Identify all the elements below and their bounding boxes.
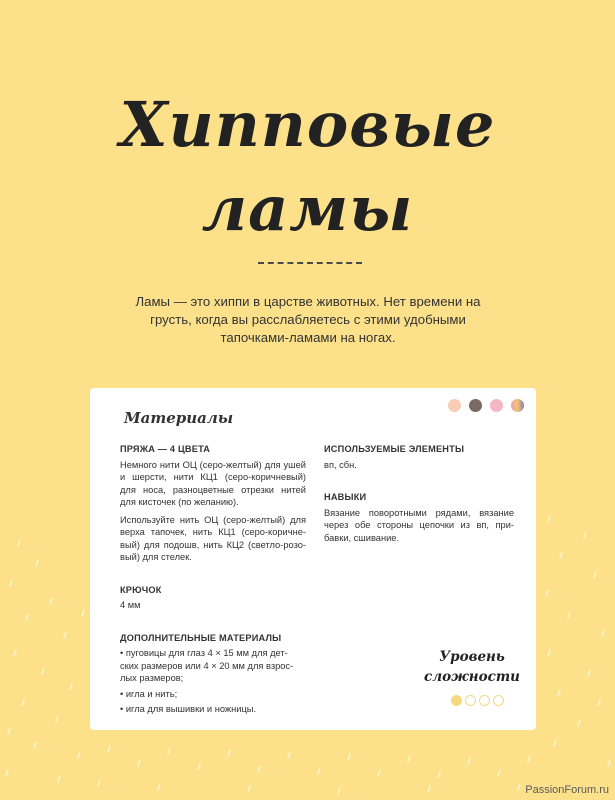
hook-heading: КРЮЧОК	[120, 584, 162, 595]
color-dot-brown	[469, 399, 482, 412]
list-item: • игла и нить;	[120, 688, 178, 699]
color-swatches	[448, 399, 524, 412]
difficulty-dot	[493, 695, 504, 706]
materials-title: Материалы	[124, 409, 234, 427]
color-dot-peach	[448, 399, 461, 412]
dashed-divider	[258, 262, 362, 264]
intro-paragraph: Ламы — это хиппи в царстве животных. Нет времени на грусть, когда вы расслабляетесь с этими удобными тапочками-ламами на ногах.	[135, 294, 481, 345]
list-item: • пуговицы для глаз 4 × 15 мм для дет- ских размеров или 4 × 20 мм для взрос- лых размеров;	[120, 648, 294, 683]
materials-card	[90, 388, 536, 730]
hook-value: 4 мм	[120, 600, 141, 610]
page-title-line2: ламы	[201, 172, 414, 245]
yarn-paragraph-2: Используйте нить ОЦ (серо-желтый) для верха тапочек, нить КЦ1 (серо-коричне- вый) для подошв, нить КЦ2 (светло-розо- вый) для стелек.	[120, 514, 306, 562]
skills-value: Вязание поворотными рядами, вязание через обе стороны цепочки из вп, при- бавки, сшивание.	[324, 507, 514, 543]
list-item: • игла для вышивки и ножницы.	[120, 704, 257, 714]
elements-value: вп, сбн.	[324, 459, 357, 470]
extra-materials-heading: ДОПОЛНИТЕЛЬНЫЕ МАТЕРИАЛЫ	[120, 632, 282, 643]
difficulty-label-line2: сложности	[424, 669, 520, 685]
difficulty-label-line1: Уровень	[439, 649, 505, 665]
difficulty-indicator	[451, 695, 504, 706]
difficulty-dot	[479, 695, 490, 706]
elements-heading: ИСПОЛЬЗУЕМЫЕ ЭЛЕМЕНТЫ	[324, 444, 465, 454]
difficulty-dot	[465, 695, 476, 706]
yarn-heading: ПРЯЖА — 4 ЦВЕТА	[120, 444, 211, 454]
difficulty-label	[422, 647, 522, 687]
color-dot-gradient	[511, 399, 524, 412]
difficulty-dot	[451, 695, 462, 706]
yarn-paragraph-1: Немного нити ОЦ (серо-желтый) для ушей и шерсти, нити КЦ1 (серо-коричневый) для носа, разноцветные отрезки нитей для кисточек (по желанию).	[120, 459, 306, 507]
watermark: PassionForum.ru	[525, 784, 609, 796]
color-dot-pink	[490, 399, 503, 412]
skills-heading: НАВЫКИ	[324, 492, 367, 502]
materials-right-column	[324, 443, 514, 549]
materials-left-column	[120, 443, 306, 719]
page-title-line1: Хипповые	[119, 88, 496, 161]
